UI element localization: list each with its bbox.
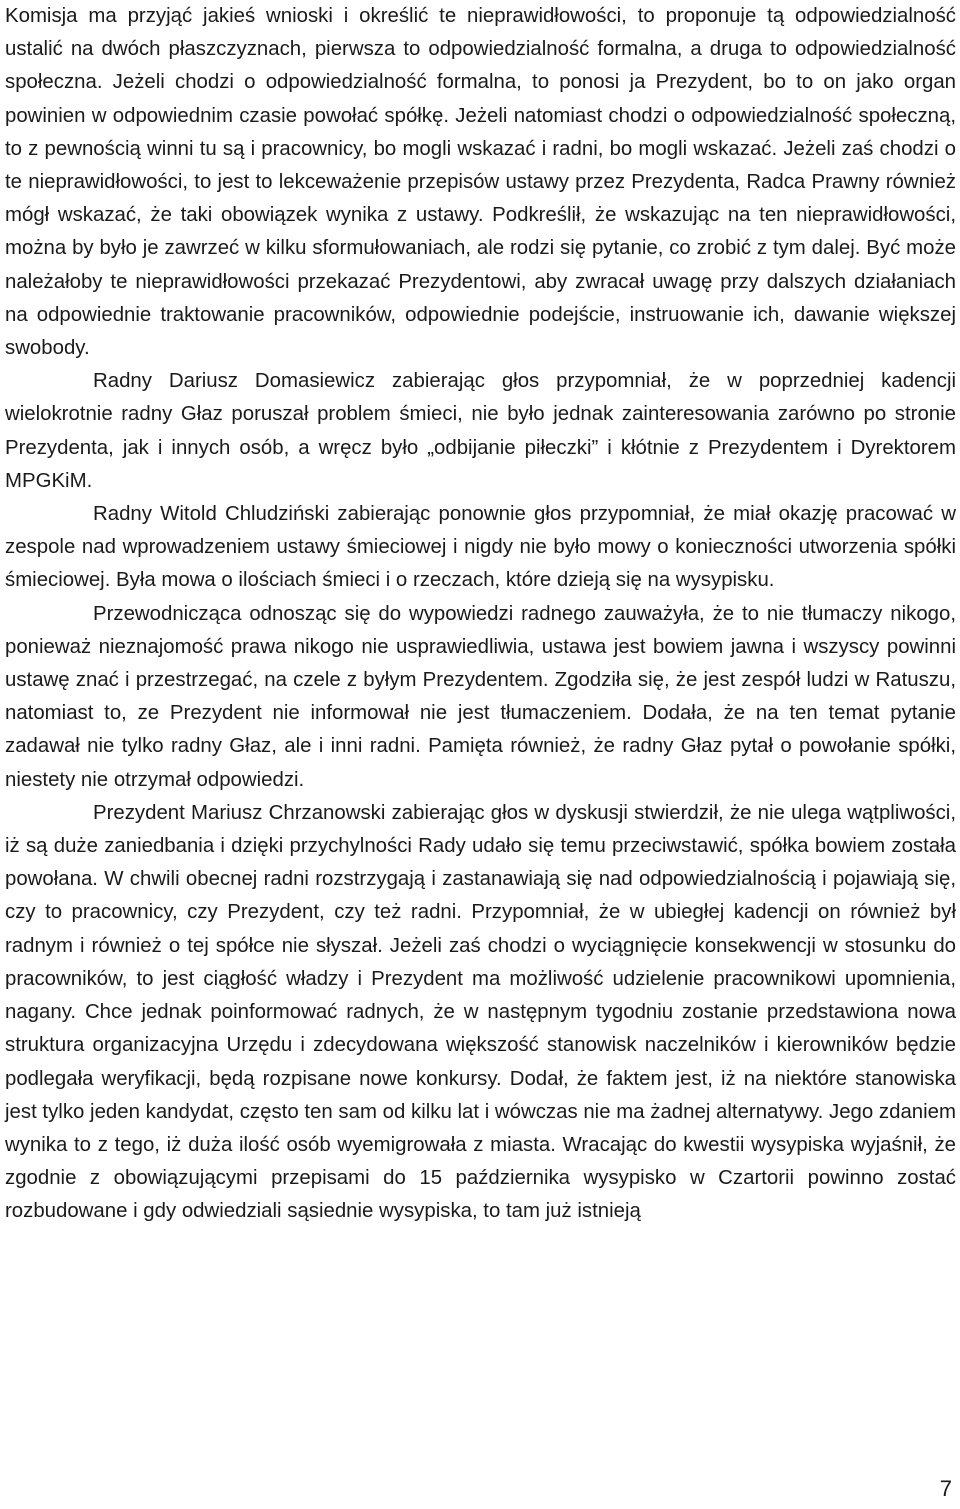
paragraph-commission-responsibility: Komisja ma przyjąć jakieś wnioski i określić te nieprawidłowości, to proponuje tą odpowiedzialność ustalić na dwóch płaszczyznach, pierwsza to odpowiedzialność formalna, a druga to odpowiedzialność społeczna. Jeżeli chodzi o odpowiedzialność formalna, to ponosi ja Prezydent, bo to on jako organ powinien w odpowiednim czasie powołać spółkę. Jeżeli natomiast chodzi o odpowiedzialność społeczną, to z pewnością winni tu są i pracownicy, bo mogli wskazać i radni, bo mogli wskazać. Jeżeli zaś chodzi o te nieprawidłowości, to jest to lekceważenie przepisów ustawy przez Prezydenta, Radca Prawny również mógł wskazać, że taki obowiązek wynika z ustawy. Podkreślił, że wskazując na ten nieprawidłowości, można by było je zawrzeć w kilku sformułowaniach, ale rodzi się pytanie, co zrobić z tym dalej. Być może należałoby te nieprawidłowości przekazać Prezydentowi, aby zwracał uwagę przy dalszych działaniach na odpowiednie traktowanie pracowników, odpowiednie podejście, instruowanie ich, dawanie większej swobody. xyxy=(5,5,956,360)
paragraph-domasiewicz: Radny Dariusz Domasiewicz zabierając głos przypomniał, że w poprzedniej kadencji wielokrotnie radny Głaz poruszał problem śmieci, nie było jednak zainteresowania zarówno po stronie Prezydenta, jak i innych osób, a wręcz było „odbijanie piłeczki” i kłótnie z Prezydentem i Dyrektorem MPGKiM. xyxy=(5,370,956,492)
paragraph-przewodniczaca: Przewodnicząca odnosząc się do wypowiedzi radnego zauważyła, że to nie tłumaczy nikogo, ponieważ nieznajomość prawa nikogo nie usprawiedliwia, ustawa jest bowiem jawna i wszyscy powinni ustawę znać i przestrzegać, na czele z byłym Prezydentem. Zgodziła się, że jest zespół ludzi w Ratuszu, natomiast to, ze Prezydent nie informował nie jest tłumaczeniem. Dodała, że na ten temat pytanie zadawał nie tylko radny Głaz, ale i inni radni. Pamięta również, że radny Głaz pytał o powołanie spółki, niestety nie otrzymał odpowiedzi. xyxy=(5,602,956,791)
paragraph-chludzinski: Radny Witold Chludziński zabierając ponownie głos przypomniał, że miał okazję pracować w zespole nad wprowadzeniem ustawy śmieciowej i nigdy nie było mowy o konieczności utworzenia spółki śmieciowej. Była mowa o ilościach śmieci i o rzeczach, które dzieją się na wysypisku. xyxy=(5,503,956,592)
paragraph-prezydent-chrzanowski: Prezydent Mariusz Chrzanowski zabierając głos w dyskusji stwierdził, że nie ulega wątpliwości, iż są duże zaniedbania i dzięki przychylności Rady udało się temu przeciwstawić, spółka bowiem została powołana. W chwili obecnej radni rozstrzygają i zastanawiają się nad odpowiedzialnością i pojawiają się, czy to pracownicy, czy Prezydent, czy też radni. Przypomniał, że w ubiegłej kadencji on również był radnym i również o tej spółce nie słyszał. Jeżeli zaś chodzi o wyciągnięcie konsekwencji w stosunku do pracowników, to jest ciągłość władzy i Prezydent ma możliwość udzielenie pracownikowi upomnienia, nagany. Chce jednak poinformować radnych, że w następnym tygodniu zostanie przedstawiona nowa struktura organizacyjna Urzędu i zdecydowana większość stanowisk naczelników i kierowników będzie podlegała weryfikacji, będą rozpisane nowe konkursy. Dodał, że faktem jest, iż na niektóre stanowiska jest tylko jeden kandydat, często ten sam od kilku lat i wówczas nie ma żadnej alternatywy. Jego zdaniem wynika to z tego, iż duża ilość osób wyemigrowała z miasta. Wracając do kwestii wysypiska wyjaśnił, że zgodnie z obowiązującymi przepisami do 15 października wysypisko w Czartorii powinno zostać rozbudowane i gdy odwiedziali sąsiednie wysypiska, to tam już istnieją xyxy=(5,801,956,1223)
page-number: 7 xyxy=(939,1476,952,1501)
document-body xyxy=(5,0,956,1229)
